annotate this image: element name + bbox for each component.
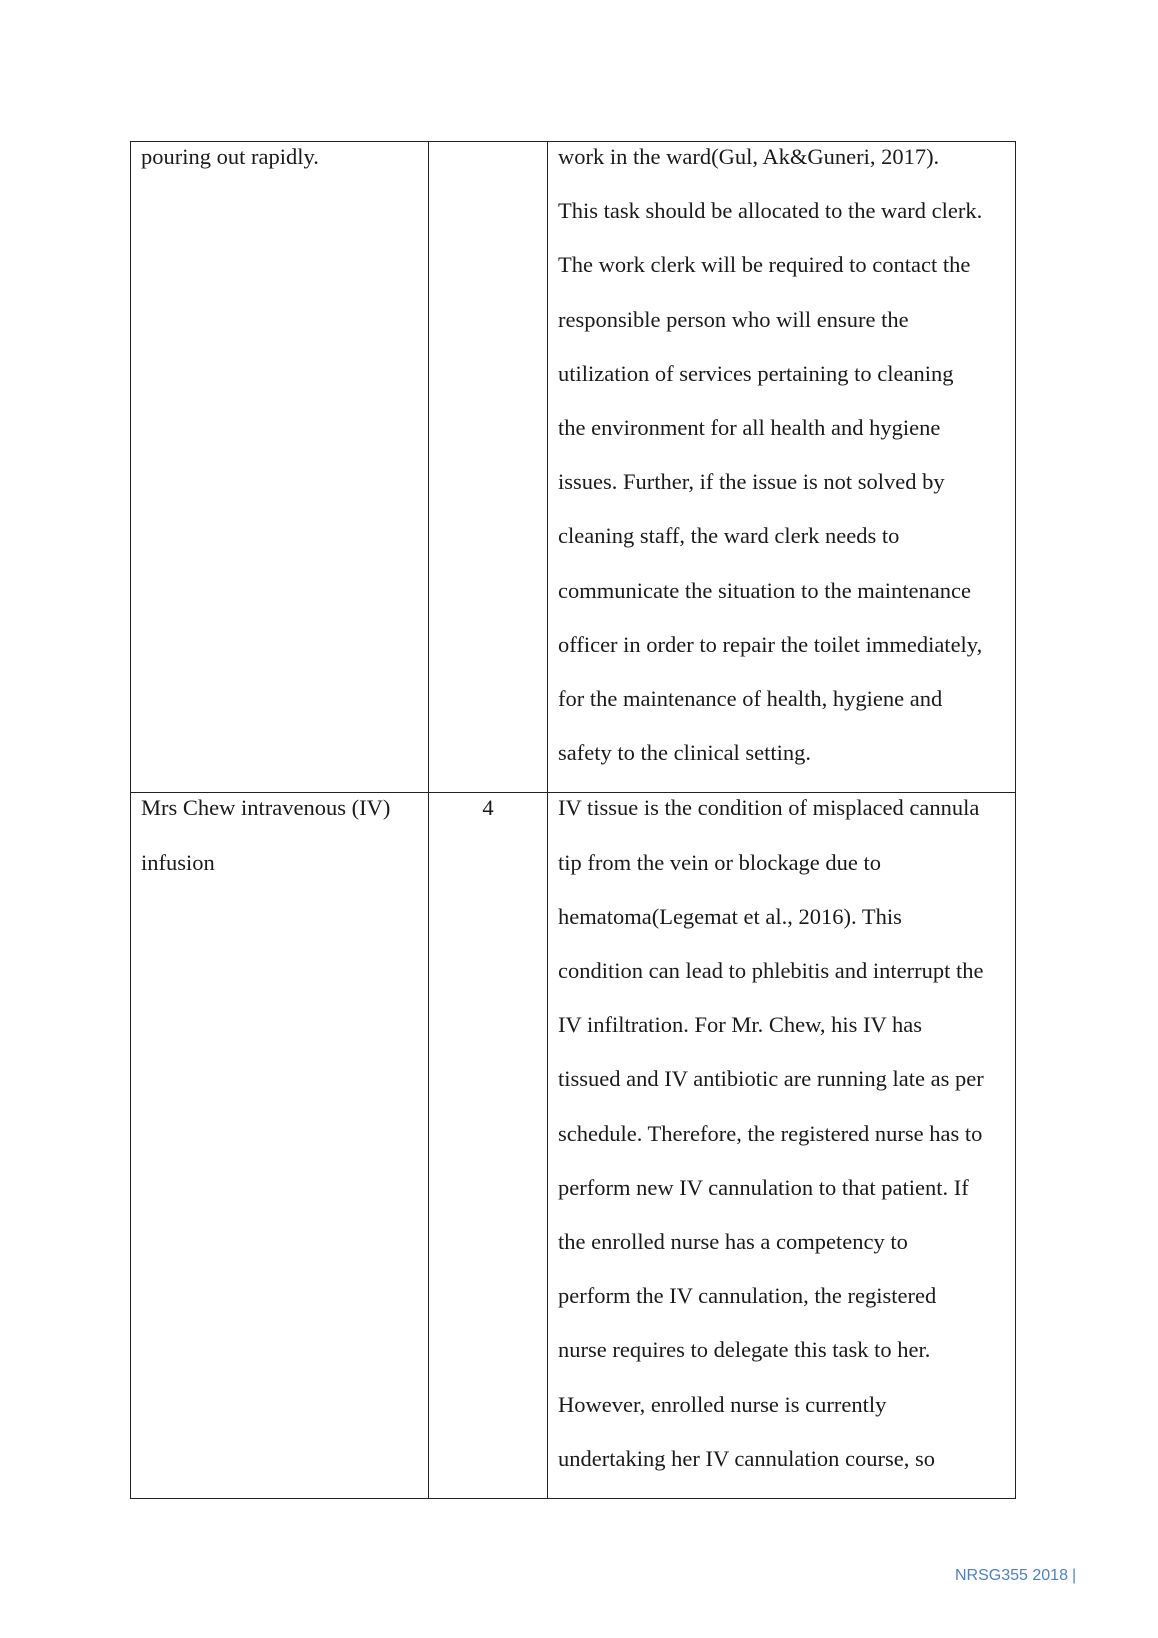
cell-line: safety to the clinical setting.	[558, 740, 812, 766]
cell-line: perform the IV cannulation, the registered	[558, 1283, 937, 1309]
cell-line: infusion	[141, 849, 215, 875]
cell-line: communicate the situation to the maintenance	[558, 577, 971, 603]
cell-line: IV tissue is the condition of misplaced cannula	[558, 795, 980, 821]
table-row	[131, 793, 1016, 1499]
cell-line: work in the ward(Gul, Ak&Guneri, 2017).	[558, 144, 940, 169]
cell-line: perform new IV cannulation to that patient. If	[558, 1174, 969, 1200]
rationale-cell	[548, 793, 1016, 1499]
priority-value: 4	[482, 795, 494, 821]
cell-line: the enrolled nurse has a competency to	[558, 1229, 908, 1255]
footer-text: NRSG355 2018	[955, 1567, 1068, 1584]
cell-line: responsible person who will ensure the	[558, 306, 909, 332]
issue-cell	[131, 793, 429, 1499]
cell-line: pouring out rapidly.	[141, 144, 319, 169]
rationale-cell	[548, 142, 1016, 793]
cell-line: The work clerk will be required to contact the	[558, 252, 971, 278]
table-row	[131, 142, 1016, 793]
cell-line: cleaning staff, the ward clerk needs to	[558, 523, 900, 549]
cell-line: tip from the vein or blockage due to	[558, 849, 882, 875]
cell-line: utilization of services pertaining to cleaning	[558, 360, 954, 386]
cell-line: IV infiltration. For Mr. Chew, his IV has	[558, 1012, 922, 1038]
cell-line: officer in order to repair the toilet immediately,	[558, 631, 983, 657]
cell-line: condition can lead to phlebitis and interrupt the	[558, 958, 984, 984]
cell-line: This task should be allocated to the ward clerk.	[558, 198, 983, 224]
cell-line: for the maintenance of health, hygiene and	[558, 686, 943, 712]
priority-cell	[429, 142, 548, 793]
page-footer	[955, 1567, 1076, 1585]
cell-line: nurse requires to delegate this task to her.	[558, 1337, 931, 1363]
cell-line: tissued and IV antibiotic are running late as per	[558, 1066, 984, 1092]
cell-line: the environment for all health and hygiene	[558, 415, 941, 441]
delegation-table	[130, 141, 1016, 1499]
issue-cell	[131, 142, 429, 793]
footer-separator: |	[1071, 1567, 1077, 1584]
cell-line: However, enrolled nurse is currently	[558, 1391, 887, 1417]
cell-line: schedule. Therefore, the registered nurse has to	[558, 1120, 983, 1146]
cell-line: Mrs Chew intravenous (IV)	[141, 795, 391, 821]
cell-line: undertaking her IV cannulation course, so	[558, 1445, 935, 1471]
cell-line: hematoma(Legemat et al., 2016). This	[558, 903, 902, 929]
priority-cell	[429, 793, 548, 1499]
cell-line: issues. Further, if the issue is not solved by	[558, 469, 945, 495]
